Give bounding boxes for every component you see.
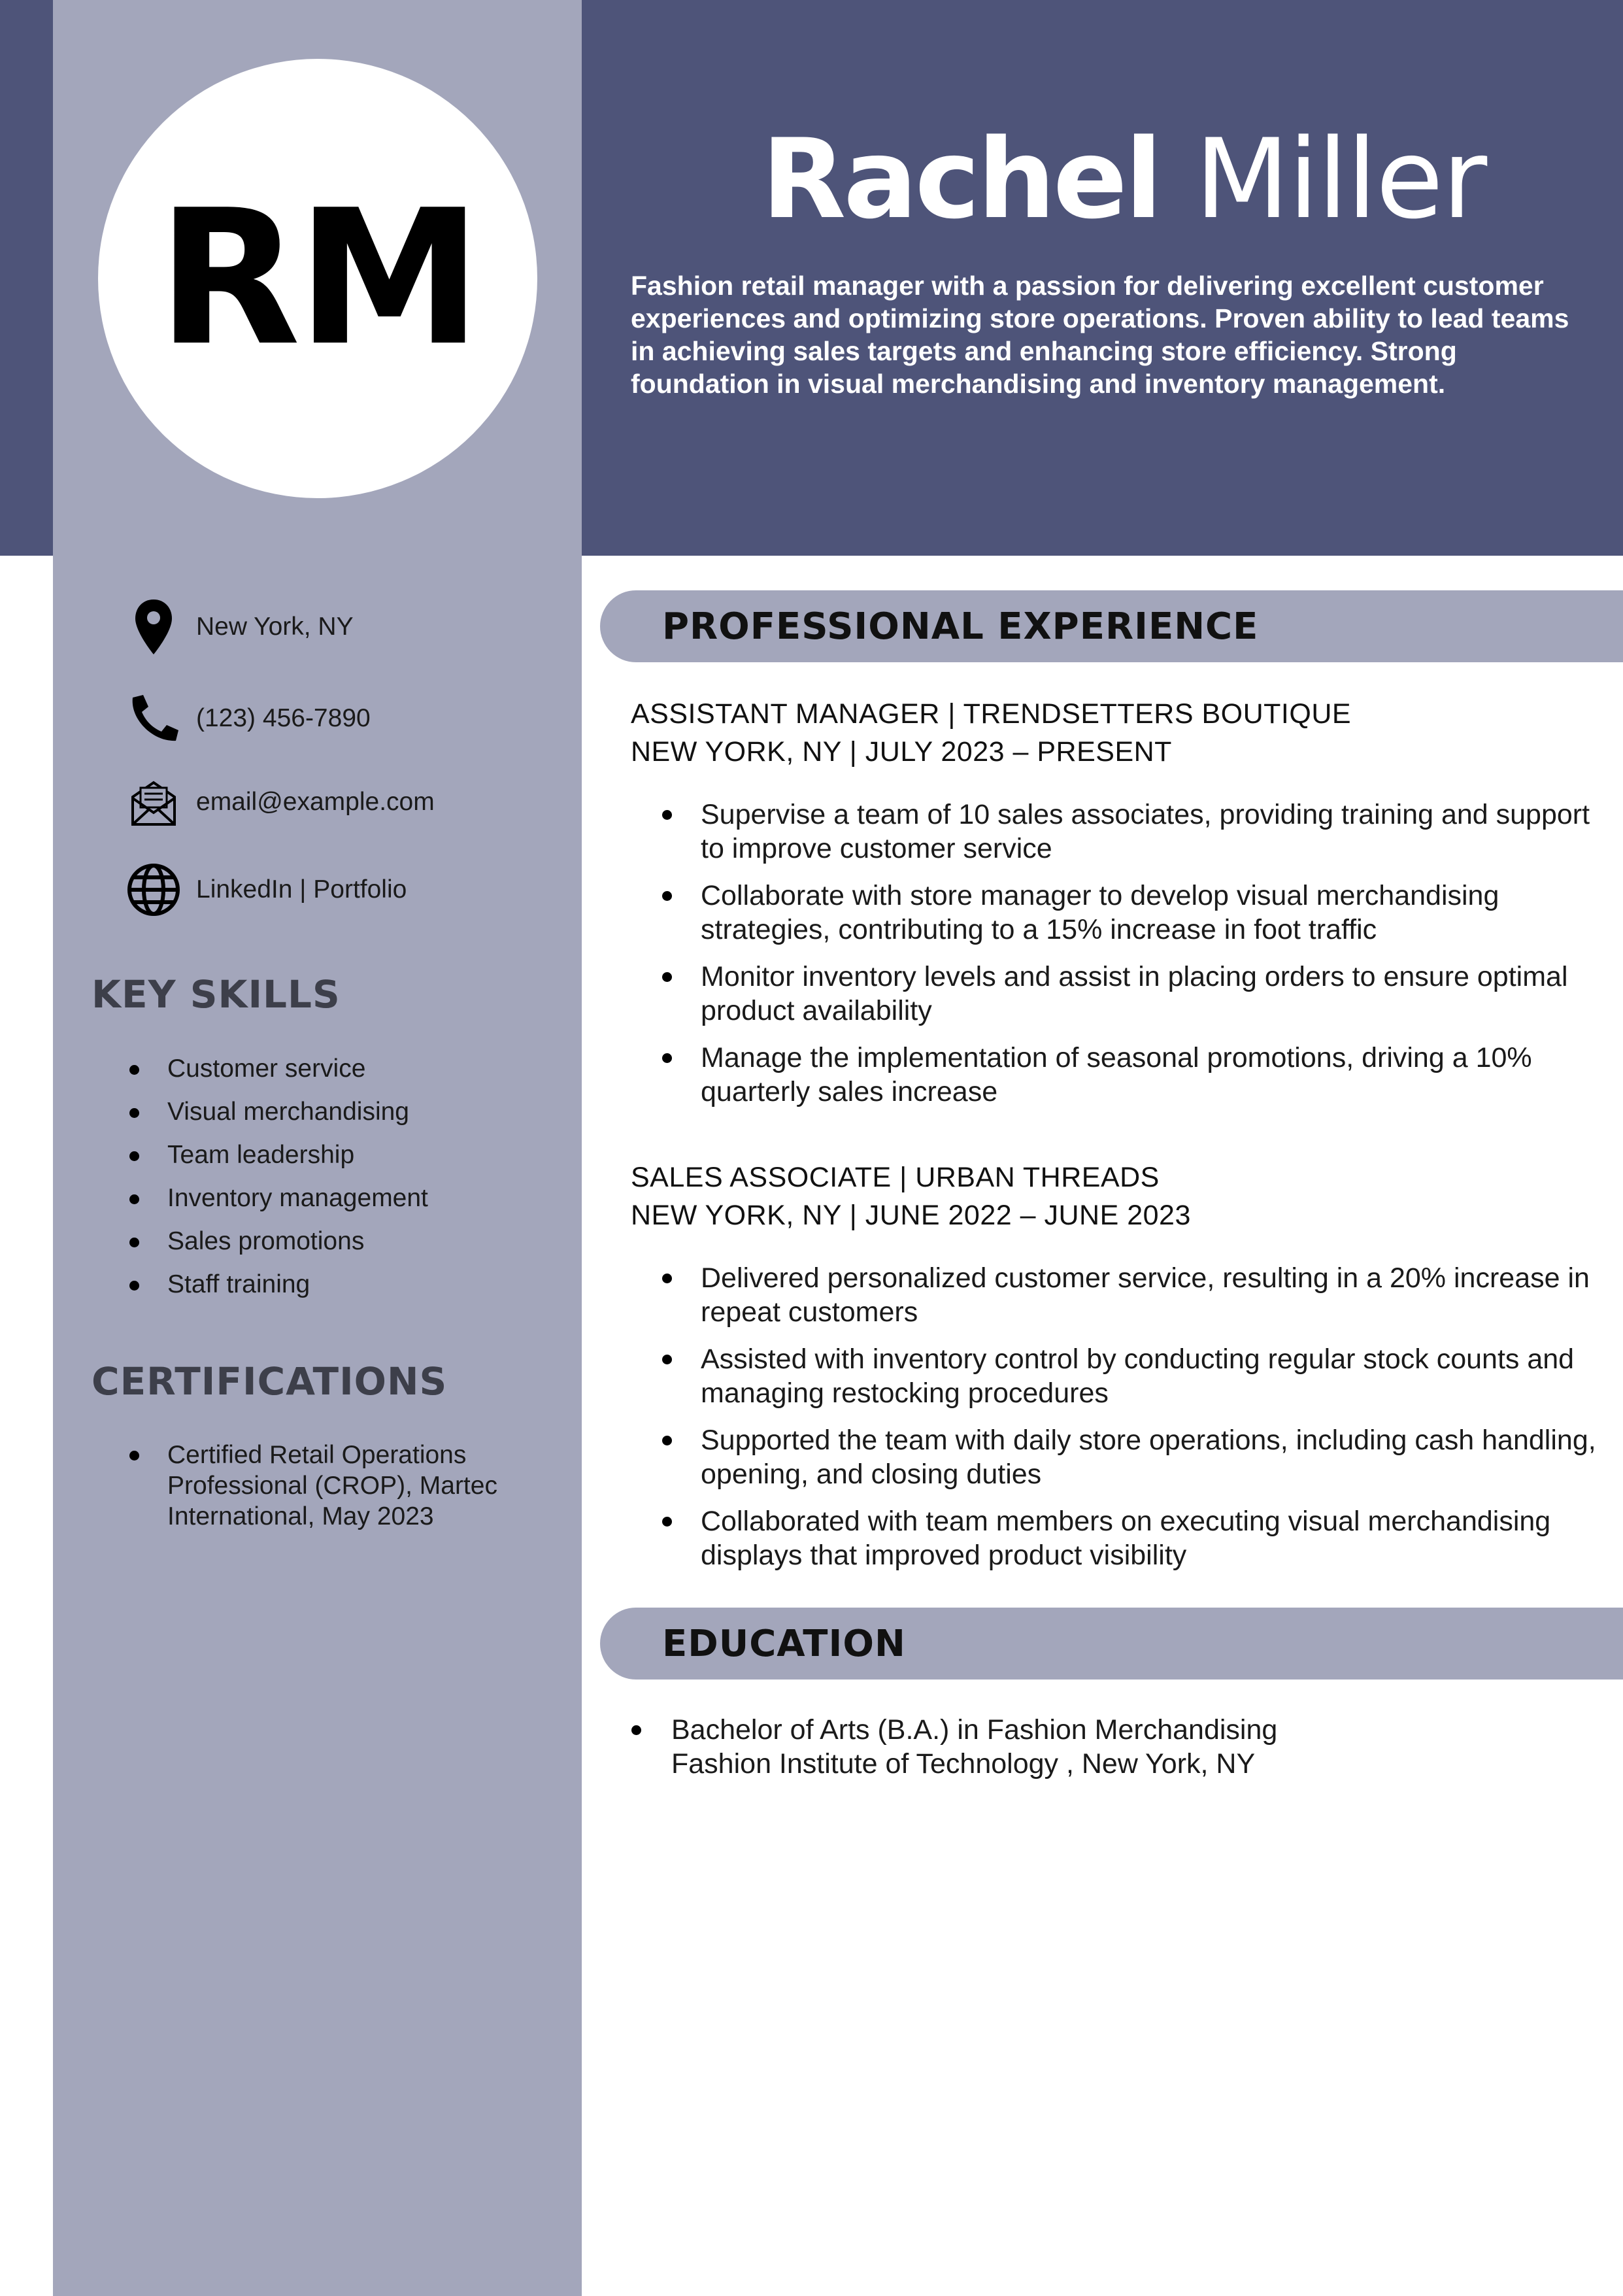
job-bullets xyxy=(631,1261,1605,1585)
skill-item: Visual merchandising xyxy=(92,1090,428,1134)
certification-item: Certified Retail Operations Professional (CROP), Martec International, May 2023 xyxy=(92,1440,536,1532)
avatar-initials: RM xyxy=(157,169,478,387)
links-text: LinkedIn | Portfolio xyxy=(196,875,407,903)
job-bullet: Assisted with inventory control by conducting regular stock counts and managing restocking procedures xyxy=(631,1342,1605,1410)
job-title: ASSISTANT MANAGER | TRENDSETTERS BOUTIQUE xyxy=(631,698,1352,730)
skill-item: Team leadership xyxy=(92,1134,428,1177)
contact-email xyxy=(124,773,556,832)
location-text: New York, NY xyxy=(196,613,354,641)
profile-summary: Fashion retail manager with a passion for delivering excellent customer experiences and optimizing store operations. Proven ability to lead teams in achieving sales targets and enhancing store efficiency. Strong foundation in visual merchandising and inventory management. xyxy=(631,271,1569,399)
location-pin-icon xyxy=(124,598,183,656)
first-name: Rachel xyxy=(761,115,1160,243)
degree-text: Bachelor of Arts (B.A.) in Fashion Merchandising xyxy=(671,1714,1278,1746)
job-bullet: Monitor inventory levels and assist in placing orders to ensure optimal product availability xyxy=(631,960,1605,1028)
education-list xyxy=(631,1713,1605,1781)
skill-item: Inventory management xyxy=(92,1177,428,1220)
education-heading: EDUCATION xyxy=(662,1622,906,1665)
experience-heading: PROFESSIONAL EXPERIENCE xyxy=(662,605,1259,648)
skills-heading: KEY SKILLS xyxy=(92,972,341,1017)
education-item xyxy=(631,1713,1605,1781)
contact-location xyxy=(124,598,556,656)
job-bullet: Supported the team with daily store operations, including cash handling, opening, and closing duties xyxy=(631,1423,1605,1491)
email-text: email@example.com xyxy=(196,788,435,816)
certifications-heading: CERTIFICATIONS xyxy=(92,1359,448,1404)
school-text: Fashion Institute of Technology , New York, NY xyxy=(671,1748,1256,1780)
globe-icon xyxy=(124,860,183,919)
contact-links xyxy=(124,860,556,919)
job-bullet: Collaborated with team members on executing visual merchandising displays that improved product visibility xyxy=(631,1504,1605,1572)
phone-text: (123) 456-7890 xyxy=(196,704,371,732)
skill-item: Sales promotions xyxy=(92,1220,428,1263)
skill-item: Customer service xyxy=(92,1047,428,1090)
job-meta: NEW YORK, NY | JULY 2023 – PRESENT xyxy=(631,736,1172,768)
phone-icon xyxy=(124,689,183,748)
skill-item: Staff training xyxy=(92,1263,428,1306)
education-section-bar xyxy=(600,1608,1623,1680)
contact-phone xyxy=(124,689,556,748)
envelope-icon xyxy=(124,773,183,832)
skills-list xyxy=(92,1047,428,1306)
job-bullet: Collaborate with store manager to develop visual merchandising strategies, contributing to a 15% increase in foot traffic xyxy=(631,879,1605,947)
job-bullets xyxy=(631,798,1605,1122)
job-meta: NEW YORK, NY | JUNE 2022 – JUNE 2023 xyxy=(631,1200,1191,1231)
last-name: Miller xyxy=(1194,115,1486,243)
avatar xyxy=(98,59,537,498)
certifications-list xyxy=(92,1440,536,1532)
job-bullet: Manage the implementation of seasonal promotions, driving a 10% quarterly sales increase xyxy=(631,1041,1605,1109)
experience-section-bar xyxy=(600,590,1623,662)
job-title: SALES ASSOCIATE | URBAN THREADS xyxy=(631,1162,1160,1193)
candidate-name xyxy=(761,115,1486,243)
job-bullet: Supervise a team of 10 sales associates, providing training and support to improve customer service xyxy=(631,798,1605,866)
job-bullet: Delivered personalized customer service, resulting in a 20% increase in repeat customers xyxy=(631,1261,1605,1329)
